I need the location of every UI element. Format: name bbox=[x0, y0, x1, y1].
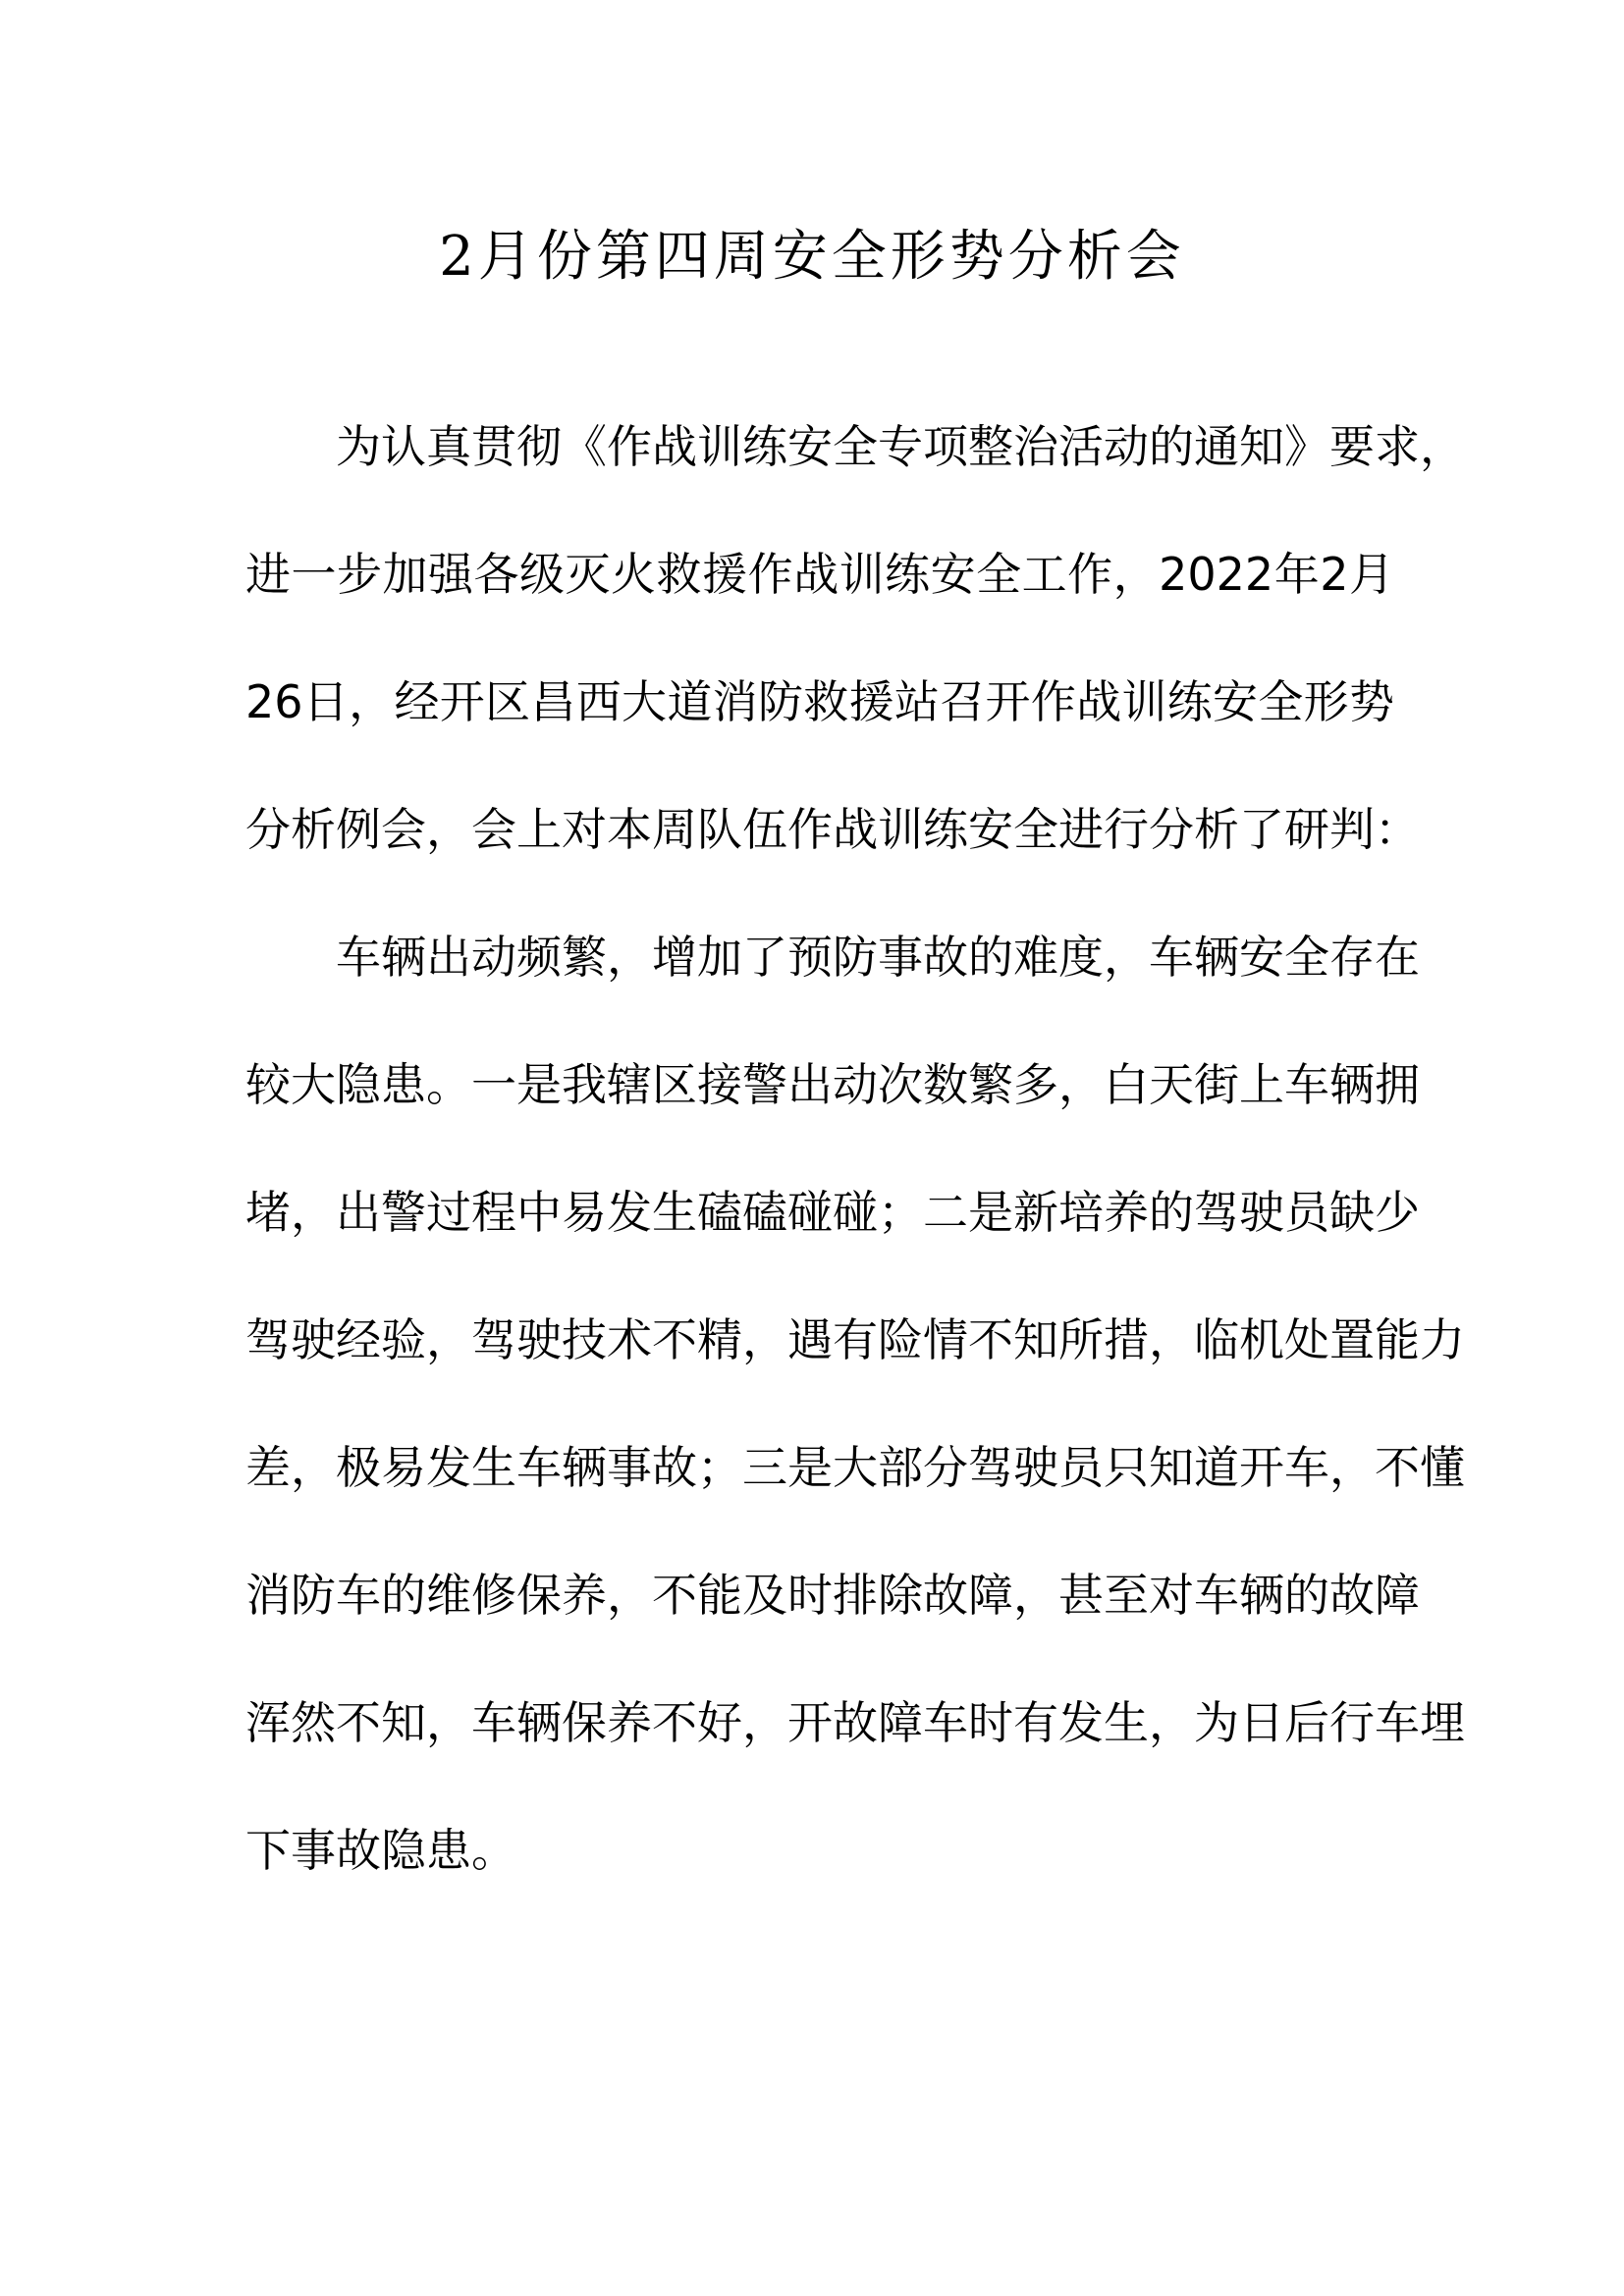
paragraph-line: 分析例会，会上对本周队伍作战训练安全进行分析了研判： bbox=[245, 803, 1420, 856]
paragraph-line: 26日，经开区昌西大道消防救援站召开作战训练安全形势 bbox=[245, 675, 1394, 728]
paragraph-line: 堵，出警过程中易发生磕磕碰碰；二是新培养的驾驶员缺少 bbox=[245, 1186, 1420, 1239]
paragraph-line: 驾驶经验，驾驶技术不精，遇有险情不知所措，临机处置能力 bbox=[245, 1313, 1465, 1366]
paragraph-line: 消防车的维修保养，不能及时排除故障，甚至对车辆的故障 bbox=[245, 1569, 1420, 1622]
paragraph-line: 进一步加强各级灭火救援作战训练安全工作，2022年2月 bbox=[245, 548, 1394, 601]
paragraph-line: 浑然不知，车辆保养不好，开故障车时有发生，为日后行车埋 bbox=[245, 1696, 1465, 1749]
document-title: 2月份第四周安全形势分析会 bbox=[439, 225, 1185, 289]
paragraph-line: 车辆出动频繁，增加了预防事故的难度，车辆安全存在 bbox=[336, 931, 1420, 984]
paragraph-line: 为认真贯彻《作战训练安全专项整治活动的通知》要求， bbox=[336, 420, 1465, 473]
paragraph-line: 差，极易发生车辆事故；三是大部分驾驶员只知道开车，不懂 bbox=[245, 1441, 1465, 1494]
paragraph-line: 下事故隐患。 bbox=[245, 1824, 516, 1877]
paragraph-line: 较大隐患。一是我辖区接警出动次数繁多，白天街上车辆拥 bbox=[245, 1058, 1420, 1111]
